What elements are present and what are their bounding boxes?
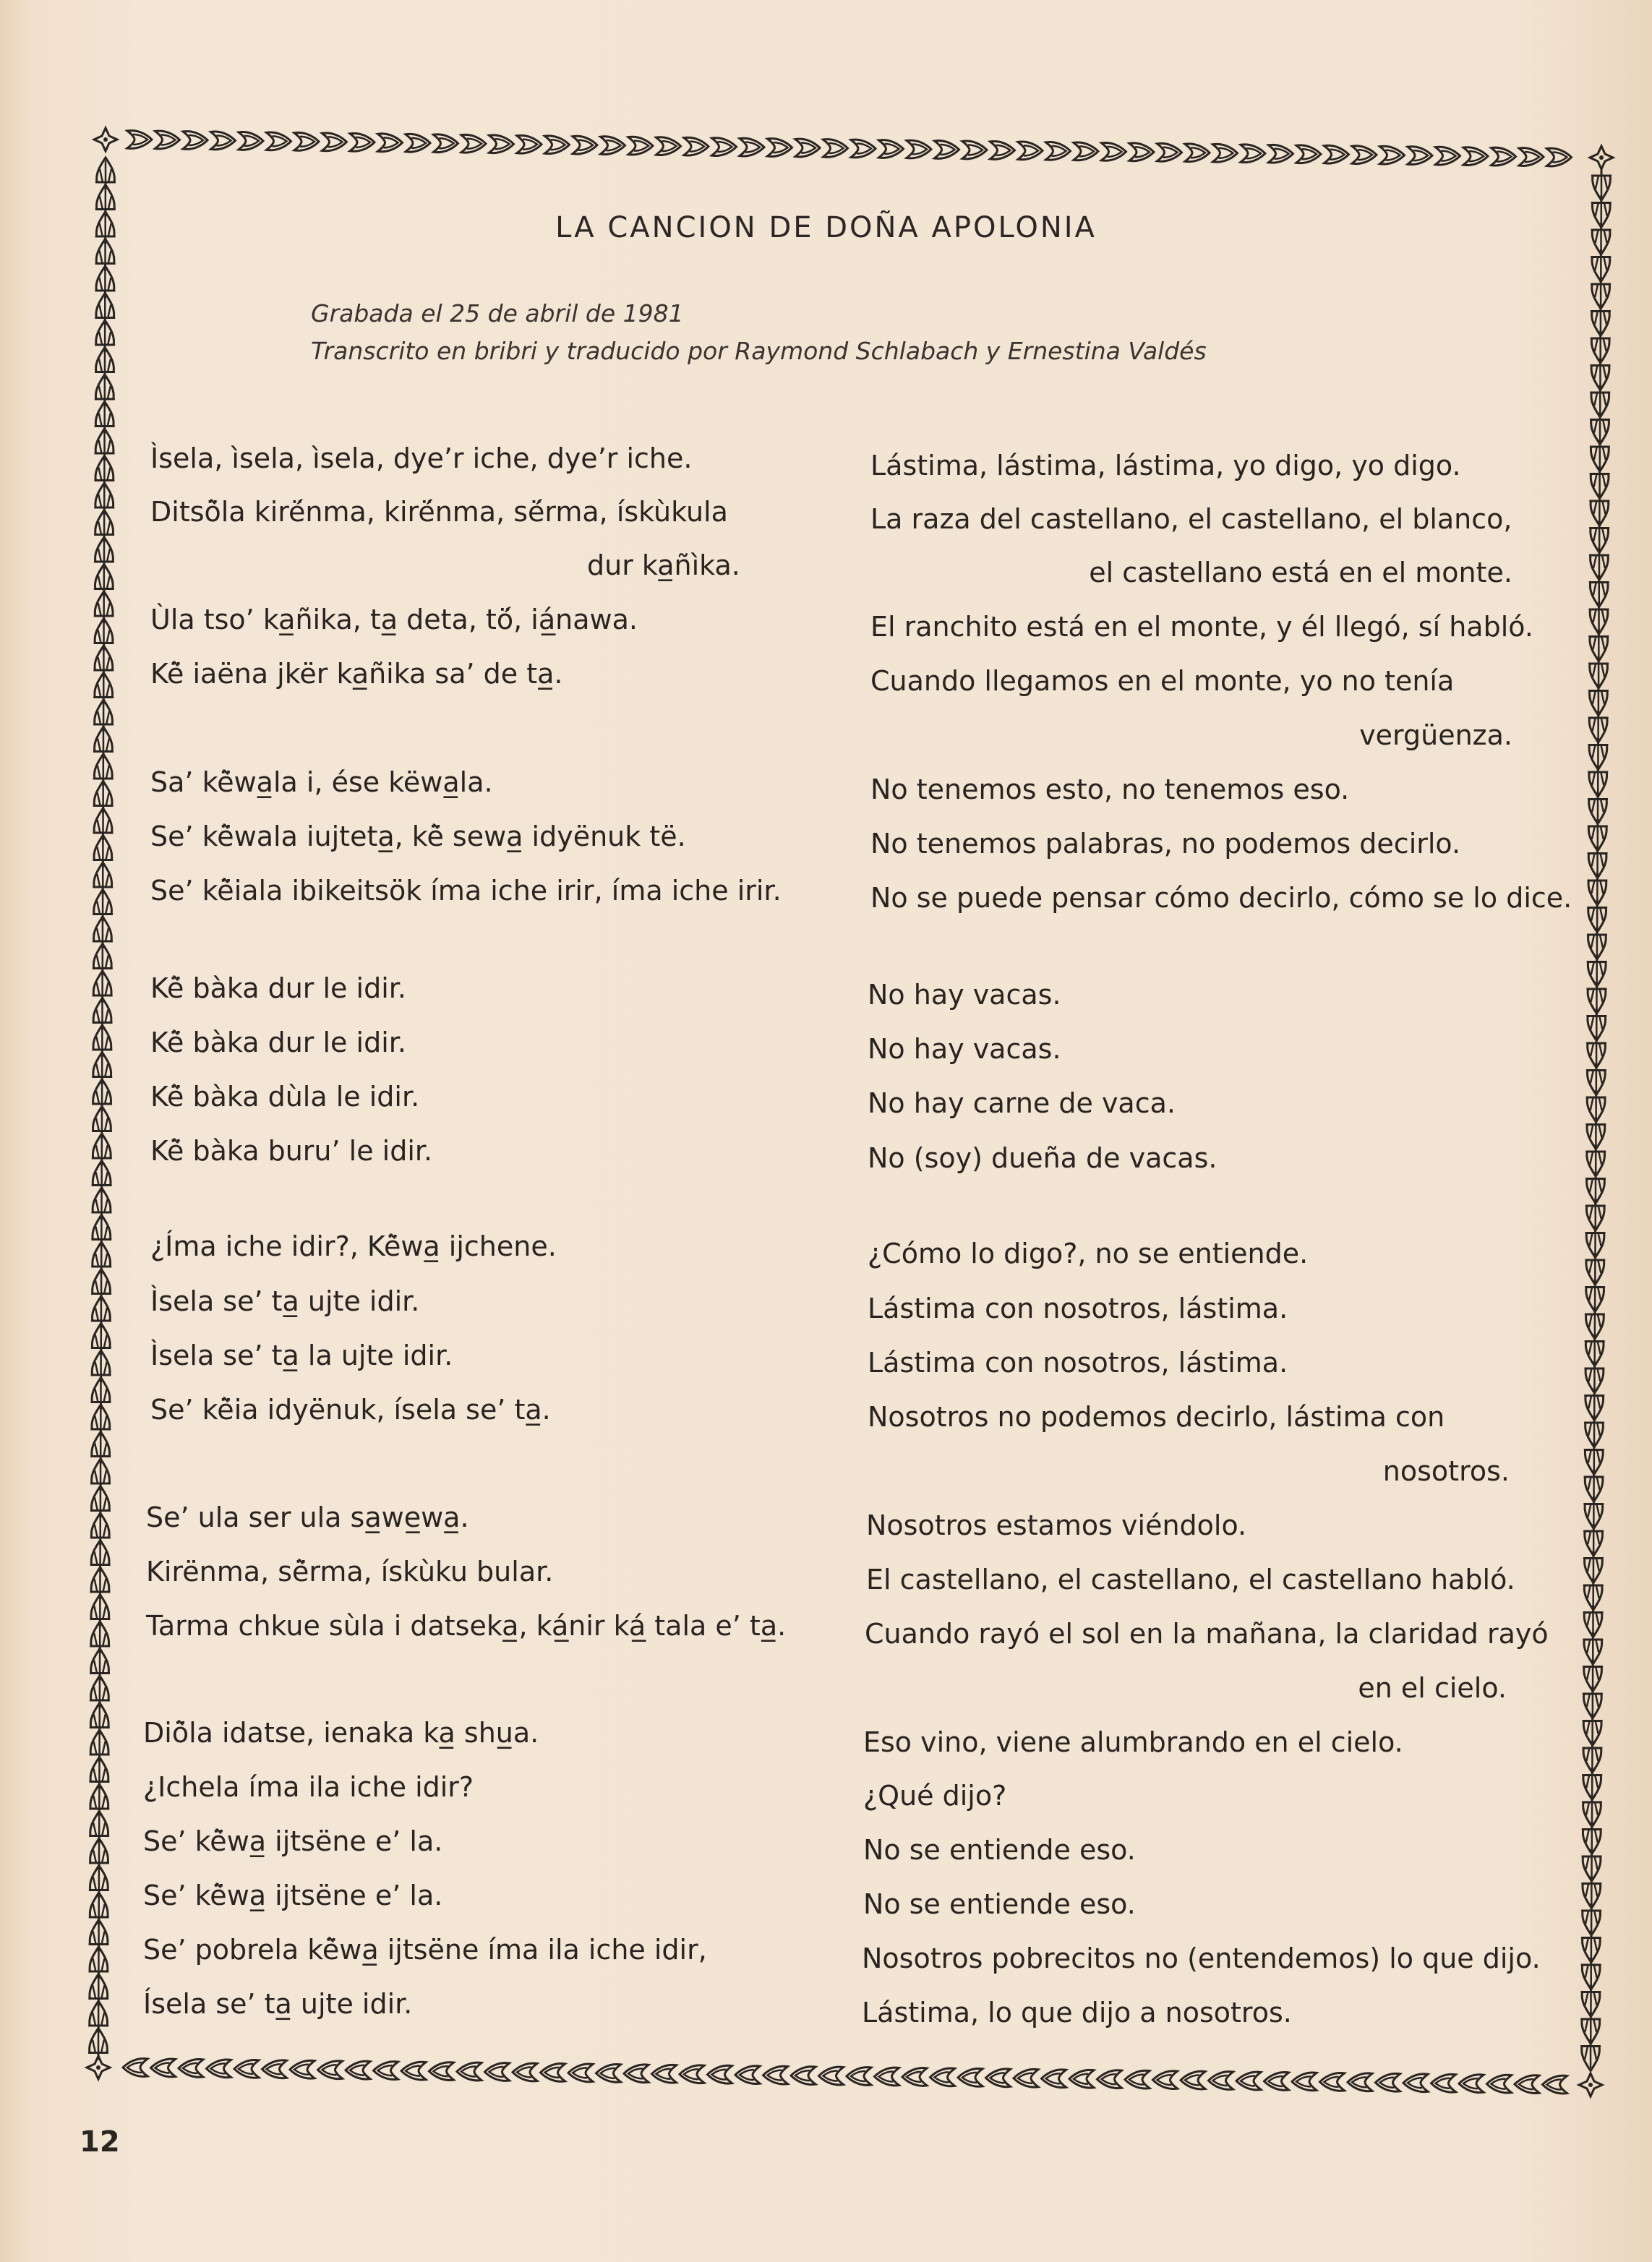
tulip-ornament-icon [1591,277,1611,309]
tulip-ornament-icon [1583,1524,1604,1556]
spanish-verse-line: No se entiende eso. [863,1834,1136,1866]
spanish-verse-line: No hay vacas. [868,1033,1061,1065]
tulip-ornament-icon [1583,1714,1603,1746]
arrowhead-ornament-icon [990,142,1015,160]
bribri-verse-line: Se’ kë̀ia idyënuk, ísela se’ ta̲. [150,1394,551,1426]
spanish-verse-line: el castellano está en el monte. [1089,557,1512,588]
tulip-ornament-icon [1589,575,1609,607]
arrowhead-ornament-icon [902,2068,927,2086]
bribri-verse-line: Tarma chkue sùla i datseka̲, ká̲nir ká̲ tala e’ ta̲. [146,1610,787,1642]
spanish-verse-line: No hay carne de vaca. [868,1087,1176,1119]
tulip-ornament-icon [1581,1877,1601,1908]
tulip-ornament-icon [1589,494,1609,526]
spanish-verse-line: No tenemos palabras, no podemos decirlo. [870,828,1461,860]
arrowhead-ornament-icon [763,2066,788,2084]
tulip-ornament-icon [1580,2012,1601,2044]
arrowhead-ornament-icon [1236,2072,1261,2090]
bribri-verse-line: Diö̀la idatse, ienaka ka̲ shu̲a. [143,1717,539,1749]
arrowhead-ornament-icon [1487,2075,1512,2093]
spanish-verse-line: No hay vacas. [868,979,1061,1011]
tulip-ornament-icon [1582,1768,1602,1800]
arrowhead-ornament-icon [1264,2073,1289,2091]
spanish-verse-line: en el cielo. [1358,1672,1507,1704]
arrowhead-ornament-icon [1352,146,1377,164]
tulip-ornament-icon [1584,1470,1604,1501]
arrowhead-ornament-icon [1185,144,1210,162]
tulip-ornament-icon [1585,1172,1606,1204]
tulip-ornament-icon [1586,982,1606,1014]
arrowhead-ornament-icon [652,2065,677,2083]
spanish-verse-line: Lástima, lo que dijo a nosotros. [862,1997,1292,2028]
tulip-ornament-icon [1588,711,1609,742]
tulip-ornament-icon [1583,1632,1603,1664]
arrowhead-ornament-icon [234,2060,259,2078]
arrowhead-ornament-icon [1459,2075,1484,2093]
tulip-ornament-icon [1585,1144,1606,1176]
arrowhead-ornament-icon [429,2062,454,2081]
spanish-verse-line: Lástima con nosotros, lástima. [868,1347,1288,1379]
arrowhead-ornament-icon [1543,2075,1567,2094]
arrowhead-ornament-icon [1320,2073,1345,2091]
translation-credits: Transcrito en bribri y traducido por Raymond Schlabach y Ernestina Valdés [311,337,1207,365]
tulip-ornament-icon [1583,1578,1604,1610]
arrowhead-ornament-icon [879,140,904,158]
tulip-ornament-icon [1582,1795,1602,1827]
arrowhead-ornament-icon [935,141,959,159]
bribri-verse-line: Ìsela se’ ta̲ ujte idir. [150,1285,420,1317]
arrowhead-ornament-icon [962,141,987,159]
spanish-verse-line: ¿Qué dijo? [863,1780,1007,1812]
arrowhead-ornament-icon [1241,145,1265,163]
arrowhead-ornament-icon [489,135,514,153]
arrowhead-ornament-icon [656,137,681,155]
bribri-verse-line: Se’ kë̀wa̲ ijtsëne e’ la. [143,1880,443,1911]
arrowhead-ornament-icon [541,2064,565,2082]
bribri-verse-line: ¿Ichela íma ila iche idir? [143,1771,474,1803]
arrowhead-ornament-icon [401,2062,426,2080]
arrowhead-ornament-icon [740,138,764,156]
arrowhead-ornament-icon [179,2060,203,2078]
arrowhead-ornament-icon [294,132,319,150]
bribri-verse-line: ¿Íma iche idir?, Kë̀wa̲ ijchene. [150,1230,557,1262]
arrowhead-ornament-icon [513,2063,537,2081]
arrowhead-ornament-icon [986,2069,1011,2087]
arrowhead-ornament-icon [573,136,597,154]
arrowhead-ornament-icon [958,2068,983,2086]
tulip-ornament-icon [1583,1606,1604,1637]
arrowhead-ornament-icon [1519,148,1544,166]
arrowhead-ornament-icon [151,2059,176,2077]
arrowhead-ornament-icon [735,2066,760,2084]
arrowhead-ornament-icon [1074,142,1098,160]
tulip-ornament-icon [1584,1389,1604,1421]
arrowhead-ornament-icon [1547,148,1572,166]
bribri-verse-line: Kirënma, së̀rma, ískùku bular. [146,1556,554,1588]
tulip-ornament-icon [1589,602,1609,634]
bribri-verse-line: Se’ ula ser ula sa̲we̲wa̲. [146,1501,469,1533]
arrowhead-ornament-icon [211,132,236,150]
spanish-verse-line: No tenemos esto, no tenemos eso. [870,774,1350,805]
tulip-ornament-icon [1585,1199,1606,1230]
tulip-ornament-icon [1587,955,1607,987]
arrowhead-ornament-icon [1296,145,1321,163]
tulip-ornament-icon [1590,413,1610,445]
bribri-verse-line: Kë̀ bàka dur le idir. [150,972,406,1004]
arrowhead-ornament-icon [1348,2073,1372,2091]
tulip-ornament-icon [1588,792,1608,824]
tulip-ornament-icon [1588,765,1608,797]
bribri-verse-line: Se’ kë̀wala iujteta̲, kë̀ sewa̲ idyënuk të. [150,821,686,852]
tulip-ornament-icon [1591,304,1611,336]
arrowhead-ornament-icon [907,140,931,158]
arrowhead-ornament-icon [819,2067,844,2085]
arrowhead-ornament-icon [1403,2074,1428,2092]
spanish-verse-line: No se puede pensar cómo decirlo, cómo se lo dice. [870,882,1572,914]
tulip-ornament-icon [1587,901,1607,933]
bribri-verse-line: Kë̀ bàka dur le idir. [150,1027,406,1058]
tulip-ornament-icon [1584,1443,1604,1475]
tulip-ornament-icon [1581,1903,1601,1935]
arrowhead-ornament-icon [708,2065,732,2083]
arrowhead-ornament-icon [1181,2071,1205,2089]
spanish-verse-line: Nosotros pobrecitos no (entendemos) lo que dijo. [862,1942,1541,1974]
tulip-ornament-icon [1589,548,1609,580]
bribri-verse-line: Se’ kë̀wa̲ ijtsëne e’ la. [143,1825,443,1857]
arrowhead-ornament-icon [847,2068,871,2086]
arrowhead-ornament-icon [457,2062,482,2081]
tulip-ornament-icon [1585,1280,1605,1312]
tulip-ornament-icon [1588,847,1608,878]
arrowhead-ornament-icon [680,2065,704,2083]
arrowhead-ornament-icon [207,2060,231,2078]
arrowhead-ornament-icon [378,134,403,152]
spanish-verse-line: Lástima, lástima, lástima, yo digo, yo digo. [870,450,1461,481]
arrowhead-ornament-icon [930,2068,955,2086]
arrowhead-ornament-icon [791,2067,816,2085]
bribri-verse-line: Ùla tso’ ka̲ñika, ta̲ deta, tö́, iá̲nawa. [150,604,638,635]
arrowhead-ornament-icon [374,2062,398,2080]
tulip-ornament-icon [1584,1415,1604,1447]
arrowhead-ornament-icon [123,2059,147,2077]
tulip-ornament-icon [1585,1307,1605,1339]
tulip-ornament-icon [1580,2039,1601,2071]
arrowhead-ornament-icon [1436,147,1460,165]
spanish-verse-line: ¿Cómo lo digo?, no se entiende. [868,1238,1309,1269]
arrowhead-ornament-icon [601,137,625,155]
spanish-verse-line: El castellano, el castellano, el castellano habló. [866,1564,1515,1595]
tulip-ornament-icon [1588,630,1609,661]
spanish-verse-line: nosotros. [1382,1455,1510,1487]
arrowhead-ornament-icon [290,2060,314,2078]
arrowhead-ornament-icon [1153,2071,1178,2089]
page-title: LA CANCION DE DOÑA APOLONIA [555,211,1097,244]
arrowhead-ornament-icon [346,2061,370,2079]
arrowhead-ornament-icon [1292,2073,1317,2091]
arrowhead-ornament-icon [267,132,291,150]
tulip-ornament-icon [1591,331,1611,363]
arrowhead-ornament-icon [1102,142,1126,160]
spanish-verse-line: No (soy) dueña de vacas. [868,1142,1217,1174]
tulip-ornament-icon [1585,1226,1606,1258]
tulip-ornament-icon [1589,521,1609,553]
arrowhead-ornament-icon [624,2065,649,2083]
tulip-ornament-icon [1590,359,1610,390]
arrowhead-ornament-icon [262,2060,287,2078]
arrowhead-ornament-icon [568,2064,593,2082]
tulip-ornament-icon [1586,1009,1606,1041]
arrowhead-ornament-icon [1324,145,1349,163]
arrowhead-ornament-icon [517,135,542,153]
arrowhead-ornament-icon [183,132,207,150]
tulip-ornament-icon [1582,1822,1602,1854]
arrowhead-ornament-icon [127,131,152,149]
tulip-ornament-icon [1583,1497,1604,1529]
arrowhead-ornament-icon [1491,147,1516,166]
arrowhead-ornament-icon [350,133,375,151]
tulip-ornament-icon [1585,1335,1605,1366]
arrowhead-ornament-icon [1042,2070,1066,2088]
arrowhead-ornament-icon [1408,147,1432,165]
arrowhead-ornament-icon [1515,2075,1539,2094]
spanish-verse-line: Cuando llegamos en el monte, yo no tenía [870,665,1455,697]
spanish-verse-line: No se entiende eso. [863,1888,1136,1920]
bribri-verse-line: Sa’ kë̀wa̲la i, ése këwa̲la. [150,766,493,798]
arrowhead-ornament-icon [1069,2070,1094,2088]
page-number: 12 [80,2125,120,2159]
arrowhead-ornament-icon [1046,142,1071,160]
bribri-verse-line: Se’ kë̀iala ibikeitsök íma iche irir, íma iche irir. [150,875,782,907]
spanish-verse-line: Cuando rayó el sol en la mañana, la claridad rayó [865,1618,1549,1650]
tulip-ornament-icon [1582,1741,1602,1773]
tulip-ornament-icon [1583,1687,1603,1718]
tulip-ornament-icon [1583,1551,1604,1583]
spanish-verse-line: Lástima con nosotros, lástima. [868,1293,1288,1324]
arrowhead-ornament-icon [322,133,347,151]
bribri-verse-line: Kë̀ iaëna jkër ka̲ñika sa’ de ta̲. [150,658,563,690]
arrowhead-ornament-icon [318,2061,343,2079]
spanish-verse-line: La raza del castellano, el castellano, el blanco, [870,503,1512,535]
spanish-verse-line: vergüenza. [1359,719,1512,751]
arrowhead-ornament-icon [545,136,570,154]
arrowhead-ornament-icon [1431,2074,1456,2092]
tulip-ornament-icon [1588,738,1608,770]
bribri-verse-line: Ditsö̀la kirë́nma, kirë́nma, së́rma, ískùkula [150,496,728,528]
arrowhead-ornament-icon [1269,145,1293,163]
arrowhead-ornament-icon [1125,2070,1150,2089]
arrowhead-ornament-icon [1018,142,1043,160]
bribri-verse-line: Ísela se’ ta̲ ujte idir. [143,1988,413,2020]
arrowhead-ornament-icon [1209,2072,1233,2090]
tulip-ornament-icon [1583,1660,1603,1692]
arrowhead-ornament-icon [628,137,653,155]
arrowhead-ornament-icon [1097,2070,1122,2089]
arrowhead-ornament-icon [768,139,792,157]
spanish-verse-line: Eso vino, viene alumbrando en el cielo. [863,1726,1403,1758]
arrowhead-ornament-icon [712,138,737,156]
spanish-verse-line: Nosotros estamos viéndolo. [866,1509,1247,1541]
tulip-ornament-icon [1581,1958,1601,1989]
tulip-ornament-icon [1588,656,1609,688]
arrowhead-ornament-icon [823,140,848,158]
arrowhead-ornament-icon [1376,2073,1400,2091]
arrowhead-ornament-icon [684,137,709,155]
arrowhead-ornament-icon [239,132,263,150]
arrowhead-ornament-icon [596,2064,621,2082]
tulip-ornament-icon [1590,440,1610,471]
bribri-verse-line: Kë̀ bàka dùla le idir. [150,1081,420,1113]
tulip-ornament-icon [1585,1118,1606,1149]
tulip-ornament-icon [1584,1361,1604,1393]
arrowhead-ornament-icon [1157,143,1182,161]
arrowhead-ornament-icon [1463,147,1488,166]
spanish-verse-line: El ranchito está en el monte, y él llegó, sí habló. [870,611,1533,643]
bribri-verse-line: dur ka̲ñìka. [587,549,740,581]
tulip-ornament-icon [1586,1063,1606,1095]
arrowhead-ornament-icon [1380,146,1405,164]
tulip-ornament-icon [1587,873,1607,905]
tulip-ornament-icon [1582,1849,1602,1881]
tulip-ornament-icon [1591,250,1611,282]
tulip-ornament-icon [1580,1985,1601,2017]
tulip-ornament-icon [1586,1036,1606,1068]
arrowhead-ornament-icon [1014,2069,1038,2087]
tulip-ornament-icon [1585,1253,1605,1285]
recording-date: Grabada el 25 de abril de 1981 [311,299,684,327]
bribri-verse-line: Ìsela se’ ta̲ la ujte idir. [150,1340,453,1371]
tulip-ornament-icon [1581,1931,1601,1963]
bribri-verse-line: Se’ pobrela kë̀wa̲ ijtsëne íma ila iche idir, [143,1934,707,1966]
tulip-ornament-icon [1591,168,1612,200]
tulip-ornament-icon [1588,819,1608,851]
arrowhead-ornament-icon [875,2068,899,2086]
tulip-ornament-icon [1590,467,1610,499]
arrowhead-ornament-icon [1213,144,1238,162]
arrowhead-ornament-icon [155,131,180,149]
bribri-verse-line: Ìsela, ìsela, ìsela, dye’r iche, dye’r iche. [150,442,693,474]
arrowhead-ornament-icon [851,140,876,158]
bribri-verse-line: Kë̀ bàka buru’ le idir. [150,1135,433,1167]
tulip-ornament-icon [1590,385,1610,417]
arrowhead-ornament-icon [485,2063,510,2081]
arrowhead-ornament-icon [434,134,458,153]
tulip-ornament-icon [1586,1090,1606,1122]
spanish-verse-line: Nosotros no podemos decirlo, lástima con [868,1401,1445,1433]
tulip-ornament-icon [1588,684,1609,716]
arrowhead-ornament-icon [795,139,820,157]
arrowhead-ornament-icon [461,134,486,153]
tulip-ornament-icon [1587,927,1607,959]
arrowhead-ornament-icon [1129,143,1154,161]
arrowhead-ornament-icon [406,134,430,152]
